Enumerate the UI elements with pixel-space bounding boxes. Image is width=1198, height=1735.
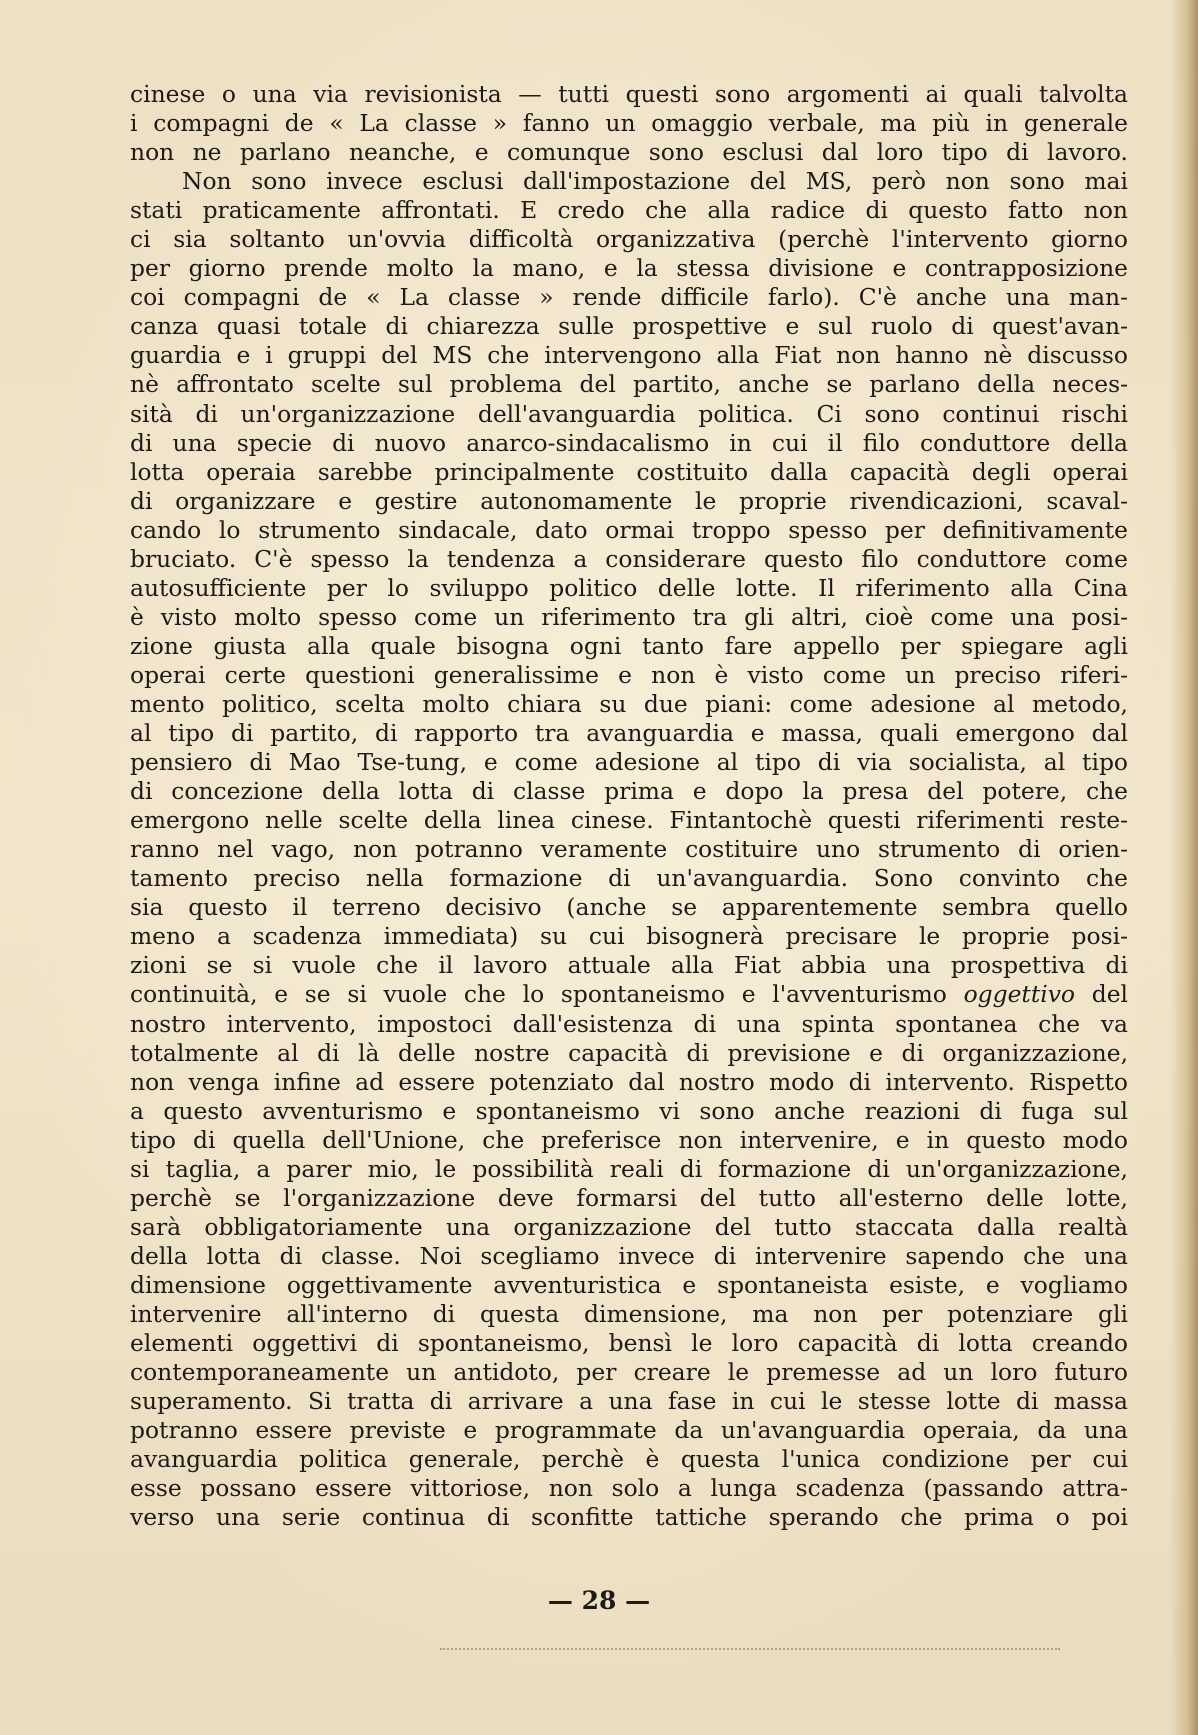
text-line: avanguardia politica generale, perchè è questa l'unica condizione per cui [130, 1445, 1128, 1474]
text-line: nè affrontato scelte sul problema del partito, anche se parlano della neces- [130, 370, 1128, 399]
text-line: di una specie di nuovo anarco-sindacalismo in cui il filo conduttore della [130, 428, 1128, 457]
text-line-part: continuità, e se si vuole che lo spontaneismo e l'avventurismo [130, 980, 947, 1009]
page-number: — 28 — [547, 1586, 651, 1615]
text-line: pensiero di Mao Tse-tung, e come adesione al tipo di via socialista, al tipo [130, 748, 1128, 777]
text-line: sia questo il terreno decisivo (anche se apparentemente sembra quello [130, 893, 1128, 922]
text-line: tamento preciso nella formazione di un'avanguardia. Sono convinto che [130, 864, 1128, 893]
text-line: bruciato. C'è spesso la tendenza a considerare questo filo conduttore come [130, 544, 1128, 573]
text-line: di concezione della lotta di classe prima e dopo la presa del potere, che [130, 777, 1128, 806]
text-line: dimensione oggettivamente avventuristica e spontaneista esiste, e vogliamo [130, 1270, 1128, 1299]
text-line: meno a scadenza immediata) su cui bisognerà precisare le proprie posi- [130, 922, 1128, 951]
text-line: non ne parlano neanche, e comunque sono esclusi dal loro tipo di lavoro. [130, 138, 1128, 167]
text-line: potranno essere previste e programmate da un'avanguardia operaia, da una [130, 1416, 1128, 1445]
page-edge-shadow [1170, 0, 1198, 1735]
text-line: lotta operaia sarebbe principalmente costituito dalla capacità degli operai [130, 457, 1128, 486]
body-text [130, 80, 1128, 1532]
text-line: cinese o una via revisionista — tutti questi sono argomenti ai quali talvolta [130, 80, 1128, 108]
text-line: è visto molto spesso come un riferimento tra gli altri, cioè come una posi- [130, 602, 1128, 631]
text-line: ranno nel vago, non potranno veramente costituire uno strumento di orien- [130, 835, 1128, 864]
text-line: zioni se si vuole che il lavoro attuale alla Fiat abbia una prospettiva di [130, 951, 1128, 980]
text-line: autosufficiente per lo sviluppo politico delle lotte. Il riferimento alla Cina [130, 573, 1128, 602]
text-line: ci sia soltanto un'ovvia difficoltà organizzativa (perchè l'intervento giorno [130, 225, 1128, 254]
text-line: cando lo strumento sindacale, dato ormai troppo spesso per definitivamente [130, 515, 1128, 544]
text-line: perchè se l'organizzazione deve formarsi del tutto all'esterno delle lotte, [130, 1183, 1128, 1212]
text-line: stati praticamente affrontati. E credo che alla radice di questo fatto non [130, 196, 1128, 225]
text-line: si taglia, a parer mio, le possibilità reali di formazione di un'organizzazione, [130, 1154, 1128, 1183]
text-line: nostro intervento, impostoci dall'esistenza di una spinta spontanea che va [130, 1009, 1128, 1038]
text-line: intervenire all'interno di questa dimensione, ma non per potenziare gli [130, 1299, 1128, 1328]
text-line: per giorno prende molto la mano, e la stessa divisione e contrapposizione [130, 254, 1128, 283]
text-line: esse possano essere vittoriose, non solo a lunga scadenza (passando attra- [130, 1474, 1128, 1503]
text-line: non venga infine ad essere potenziato dal nostro modo di intervento. Rispetto [130, 1067, 1128, 1096]
text-line: totalmente al di là delle nostre capacità di previsione e di organizzazione, [130, 1038, 1128, 1067]
scan-artifact-dots [440, 1648, 1060, 1652]
text-line: verso una serie continua di sconfitte tattiche sperando che prima o poi [130, 1503, 1128, 1532]
text-line: elementi oggettivi di spontaneismo, bensì le loro capacità di lotta creando [130, 1329, 1128, 1358]
text-line-with-emphasis [130, 980, 1128, 1009]
text-line: della lotta di classe. Noi scegliamo invece di intervenire sapendo che una [130, 1241, 1128, 1270]
text-line: Non sono invece esclusi dall'impostazione del MS, però non sono mai [182, 167, 1128, 196]
text-line: superamento. Si tratta di arrivare a una fase in cui le stesse lotte di massa [130, 1387, 1128, 1416]
text-line: zione giusta alla quale bisogna ogni tanto fare appello per spiegare agli [130, 631, 1128, 660]
text-line: coi compagni de « La classe » rende difficile farlo). C'è anche una man- [130, 283, 1128, 312]
text-line: i compagni de « La classe » fanno un omaggio verbale, ma più in generale [130, 109, 1128, 138]
text-line-part: del [1091, 980, 1129, 1009]
text-line: di organizzare e gestire autonomamente le proprie rivendicazioni, scaval- [130, 486, 1128, 515]
text-line: guardia e i gruppi del MS che intervengono alla Fiat non hanno nè discusso [130, 341, 1128, 370]
text-line: tipo di quella dell'Unione, che preferisce non intervenire, e in questo modo [130, 1125, 1128, 1154]
text-line: operai certe questioni generalissime e non è visto come un preciso riferi- [130, 660, 1128, 689]
text-line: canza quasi totale di chiarezza sulle prospettive e sul ruolo di quest'avan- [130, 312, 1128, 341]
text-line: al tipo di partito, di rapporto tra avanguardia e massa, quali emergono dal [130, 719, 1128, 748]
text-line: a questo avventurismo e spontaneismo vi sono anche reazioni di fuga sul [130, 1096, 1128, 1125]
text-line: sità di un'organizzazione dell'avanguardia politica. Ci sono continui rischi [130, 399, 1128, 428]
text-line: mento politico, scelta molto chiara su due piani: come adesione al metodo, [130, 689, 1128, 718]
text-line: emergono nelle scelte della linea cinese. Fintantochè questi riferimenti reste- [130, 806, 1128, 835]
text-line: sarà obbligatoriamente una organizzazione del tutto staccata dalla realtà [130, 1212, 1128, 1241]
emphasized-word: oggettivo [963, 980, 1076, 1009]
text-line: contemporaneamente un antidoto, per creare le premesse ad un loro futuro [130, 1358, 1128, 1387]
